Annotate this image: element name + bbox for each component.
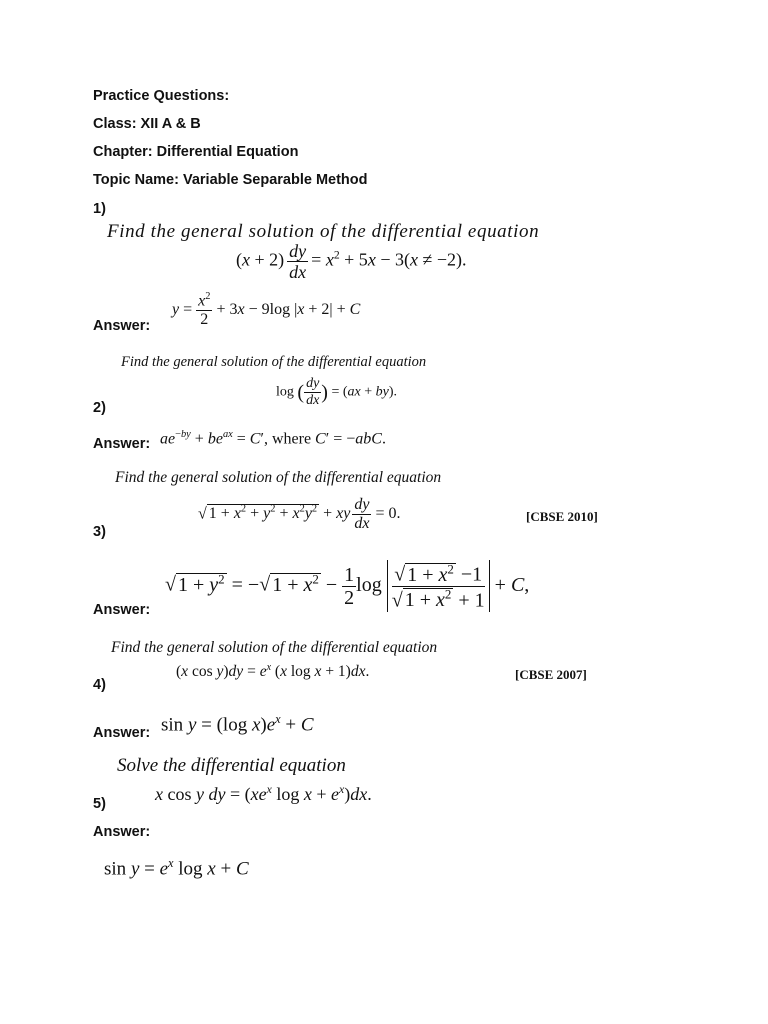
question-1-number: 1) (93, 201, 106, 217)
doc-header-class: Class: XII A & B (93, 116, 201, 132)
question-2-prompt: Find the general solution of the differential equation (121, 354, 427, 370)
question-2-number: 2) (93, 400, 106, 416)
question-3-number: 3) (93, 524, 106, 540)
question-4-answer: sin y = (log $x)e^x + C$ (161, 712, 314, 736)
question-3-equation: √ $1 + x^2 + y^2 + x^2y^2$ + xy $\frac{dy}{dx}$ = 0. (198, 496, 401, 532)
doc-header-chapter: Chapter: Differential Equation (93, 144, 299, 160)
question-3-prompt: Find the general solution of the differential equation (115, 469, 442, 486)
question-4-equation: (x $\cos y)dy = e^x$ (x log x + 1)dx. (176, 662, 370, 681)
question-4-citation: [CBSE 2007] (515, 667, 587, 682)
question-2-answer-label: Answer: (93, 436, 151, 452)
question-5-number: 5) (93, 796, 106, 812)
question-5-answer: $\sin y = e^x$ log x + C (104, 856, 249, 880)
question-3-answer-label: Answer: (93, 602, 151, 618)
question-1-prompt: Find the general solution of the differential equation (107, 221, 540, 242)
question-4-number: 4) (93, 677, 106, 693)
question-4-prompt: Find the general solution of the differential equation (111, 639, 438, 656)
doc-header-topic: Topic Name: Variable Separable Method (93, 172, 368, 188)
question-3-citation: [CBSE 2010] (526, 509, 598, 524)
question-3-answer: √ $1 + y^2$ = −√ $1 + x^2$ − $\frac{1}{2}$ log $\frac{√ 1 + x^2 -1}{√ 1 + x^2 + 1}$ + C, (165, 561, 530, 612)
question-1-equation: (x + 2) $\frac{dy}{dx}$ = $x^2 + 5x - 3(x \ne -2)$. (236, 241, 467, 282)
question-5-prompt: Solve the differential equation (117, 755, 346, 776)
doc-header-practice: Practice Questions: (93, 88, 230, 104)
question-1-answer: y = $\frac{x^2}{2}$ + 3x − 9log |x + 2| + C (172, 291, 361, 329)
question-5-answer-label: Answer: (93, 824, 151, 840)
question-2-equation: log ( $\frac{dy}{dx}$ ) = (ax + by). (276, 376, 398, 408)
question-1-answer-label: Answer: (93, 318, 151, 334)
question-5-equation: x cos y dy = ($xe^x$ $\log x + e^x)dx$. (155, 783, 372, 804)
question-2-answer: $ae^{-by} + be^{ax} = C'$, where C′ = −abC. (160, 429, 386, 448)
question-4-answer-label: Answer: (93, 725, 151, 741)
